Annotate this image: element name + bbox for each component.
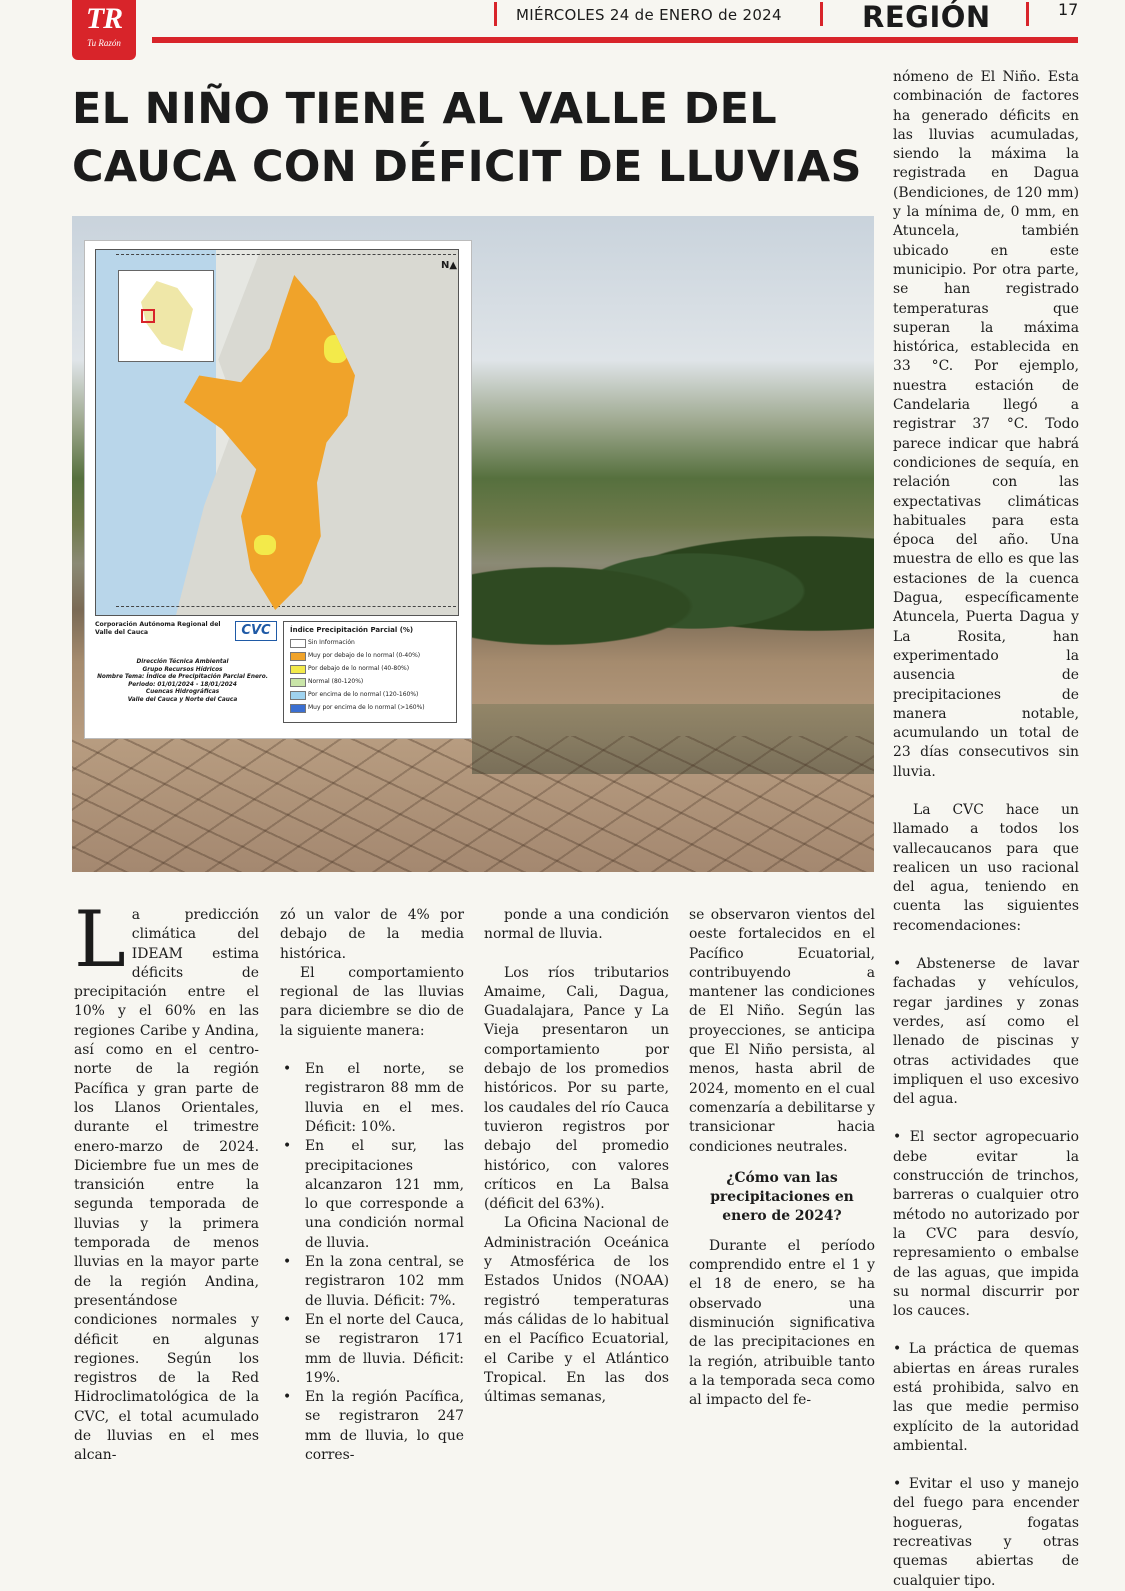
section-title: REGIÓN	[862, 0, 991, 34]
article-column-2	[280, 906, 464, 1465]
paragraph: zó un valor de 4% por debajo de la media histórica.	[280, 907, 464, 962]
photo-cracked-soil	[72, 736, 874, 872]
legend-item	[290, 703, 450, 712]
colombia-locator-inset	[118, 270, 214, 362]
article-column-1	[74, 895, 259, 1466]
north-label: N	[441, 260, 450, 271]
legend-swatch	[290, 665, 306, 674]
map-subtitle-line: Dirección Técnica Ambiental	[136, 659, 229, 665]
legend-item	[290, 651, 450, 660]
legend-item	[290, 664, 450, 673]
map-subtitle-line: Periodo: 01/01/2024 - 18/01/2024	[128, 681, 237, 688]
legend-swatch	[290, 704, 306, 713]
logo-tagline: Tu Razón	[87, 38, 121, 48]
cvc-logo: CVC	[235, 621, 277, 641]
map-subtitle-line: Cuencas Hidrográficas	[145, 689, 220, 695]
legend-label: Por debajo de lo normal (40-80%)	[308, 665, 410, 672]
paragraph: La CVC hace un llamado a todos los vallecaucanos para que realicen un uso racional del agua, teniendo en cuenta las siguientes recomendaciones:	[893, 801, 1079, 934]
list-item: • En el norte, se registraron 88 mm de lluvia en el mes. Déficit: 10%.	[280, 1060, 464, 1137]
recommendation-item: • Abstenerse de lavar fachadas y vehículos, regar jardines y zonas verdes, así como el llenado de piscinas y otras actividades que impliquen el uso excesivo del agua.	[893, 956, 1079, 1108]
legend-label: Normal (80-120%)	[308, 678, 364, 685]
paragraph: se observaron vientos del oeste fortalecidos en el Pacífico Ecuatorial, contribuyendo a mantener las condiciones de El Niño. Según las proyecciones, se anticipa que El Niño persista, al menos, hasta abril de 2024, momento en el cual comenzaría a debilitarse y transicionar hacia condiciones neutrales.	[689, 907, 876, 1155]
legend-label: Muy por debajo de lo normal (0-40%)	[308, 652, 421, 659]
header-rule	[152, 37, 1078, 43]
legend-item	[290, 690, 450, 699]
paragraph: Los ríos tributarios Amaime, Cali, Dagua, Guadalajara, Pance y La Vieja presentaron un comportamiento por debajo de los promedios históricos. Por su parte, los caudales del río Cauca tuvieron registros por debajo del promedio histórico, con valores críticos en La Balsa (déficit del 63%).	[484, 964, 669, 1213]
paragraph: ponde a una condición normal de lluvia.	[484, 907, 669, 943]
article-column-3	[484, 906, 669, 1407]
below-normal-zone	[254, 535, 276, 555]
article-column-5	[893, 68, 1079, 1591]
map-frame	[95, 249, 459, 616]
map-subtitle-line: Valle del Cauca y Norte del Cauca	[127, 696, 238, 703]
map-footer	[95, 621, 457, 729]
legend-label: Muy por encima de lo normal (>160%)	[308, 704, 425, 711]
paragraph: a predicción climática del IDEAM estima déficits de precipitación entre el 10% y el 60% en las regiones Caribe y Andina, así como en el centro-norte de la región Pacífica y gran parte de los Llanos Orientales, durante el trimestre enero-marzo de 2024. Diciembre fue un mes de transición entre la segunda temporada de lluvias y la primera temporada de menos lluvias en la mayor parte de la región Andina, presentándose condiciones normales y déficit en algunas regiones. Según los registros de la Red Hidroclimatológica de la CVC, el total acumulado de lluvias en el mes alcan-	[74, 907, 259, 1464]
list-item: • En el norte del Cauca, se registraron 171 mm de lluvia. Déficit: 19%.	[280, 1311, 464, 1388]
header-divider	[820, 2, 823, 26]
map-subtitle	[95, 659, 270, 704]
recommendation-item: • La práctica de quemas abiertas en áreas rurales está prohibida, salvo en las que medie permiso explícito de la autoridad ambiental.	[893, 1341, 1079, 1454]
legend-swatch	[290, 691, 306, 700]
map-legend	[283, 621, 457, 723]
paragraph: nómeno de El Niño. Esta combinación de factores ha generado déficits en las lluvias acumuladas, siendo la máxima la registrada en Dagua (Bendiciones, de 120 mm) y la mínima de, 0 mm, en Atuncela, también ubicado en este municipio. Por otra parte, se han registrado temperaturas que superan la máxima histórica, establecida en 33 °C. Por ejemplo, nuestra estación de Candelaria llegó a registrar 37 °C. Todo parece indicar que habrá condiciones de sequía, en relación con las expectativas climáticas habituales para esta época del año. Una muestra de ello es que las estaciones de la cuenca Dagua, específicamente Atuncela, Puerta Dagua y La Rosita, han experimentado la ausencia de precipitaciones de manera notable, acumulando un total de 23 días consecutivos sin lluvia.	[893, 69, 1079, 780]
recommendation-item: • El sector agropecuario debe evitar la construcción de trinchos, barreras o cualquier otro método no autorizado por la CVC para desvío, represamiento o embalse de las aguas, que impida su normal discurrir por los cauces.	[893, 1129, 1079, 1320]
map-subtitle-line: Grupo Recursos Hídricos	[142, 666, 223, 673]
precipitation-map	[85, 241, 471, 738]
headline: EL NIÑO TIENE AL VALLE DEL CAUCA CON DÉFICIT DE LLUVIAS	[72, 84, 862, 192]
legend-item	[290, 638, 450, 647]
north-arrow-icon: N▲	[441, 260, 458, 271]
photo-treeline	[472, 516, 874, 666]
map-subtitle-line: Nombre Tema: Índice de Precipitación Parcial Enero.	[97, 674, 268, 680]
logo-mark: TR	[85, 2, 123, 35]
legend-swatch	[290, 652, 306, 661]
legend-swatch	[290, 639, 306, 648]
article-column-4	[689, 906, 875, 1410]
subheading: ¿Cómo van las precipitaciones en enero de 2024?	[710, 1169, 854, 1225]
legend-item	[290, 677, 450, 686]
paragraph: La Oficina Nacional de Administración Oceánica y Atmosférica de los Estados Unidos (NOAA) registró temperaturas más cálidas de lo habitual en el Pacífico Ecuatorial, el Caribe y el Atlántico Tropical. En las dos últimas semanas,	[484, 1215, 669, 1406]
list-item: • En la zona central, se registraron 102 mm de lluvia. Déficit: 7%.	[280, 1253, 464, 1311]
list-item: • En la región Pacífica, se registraron 247 mm de lluvia, lo que corres-	[280, 1388, 464, 1465]
issue-date: MIÉRCOLES 24 de ENERO de 2024	[516, 6, 782, 24]
newspaper-logo	[72, 0, 136, 60]
legend-label: Por encima de lo normal (120-160%)	[308, 691, 419, 698]
map-grid-ticks	[116, 254, 456, 257]
recommendation-item: • Evitar el uso y manejo del fuego para encender hogueras, fogatas recreativas y otras quemas abiertas de cualquier tipo.	[893, 1476, 1079, 1589]
header-divider	[494, 2, 497, 26]
paragraph: El comportamiento regional de las lluvias para diciembre se dio de la siguiente manera:	[280, 964, 464, 1039]
legend-label: Sin Información	[308, 639, 355, 646]
header-divider	[1026, 2, 1029, 26]
page-number: 17	[1058, 0, 1079, 19]
legend-swatch	[290, 678, 306, 687]
paragraph: Durante el período comprendido entre el 1 y el 18 de enero, se ha observado una disminución significativa de las precipitaciones en la región, atribuible tanto a la temporada seca como al impacto del fe-	[689, 1237, 875, 1409]
list-item: • En el sur, las precipitaciones alcanzaron 121 mm, lo que corresponde a una condición normal de lluvia.	[280, 1137, 464, 1253]
map-institution: Corporación Autónoma Regional del Valle del Cauca	[95, 621, 221, 636]
drop-cap: L	[74, 895, 126, 985]
map-grid-ticks	[116, 606, 456, 609]
legend-title: Índice Precipitación Parcial (%)	[290, 626, 414, 634]
region-locator-box	[141, 309, 155, 323]
